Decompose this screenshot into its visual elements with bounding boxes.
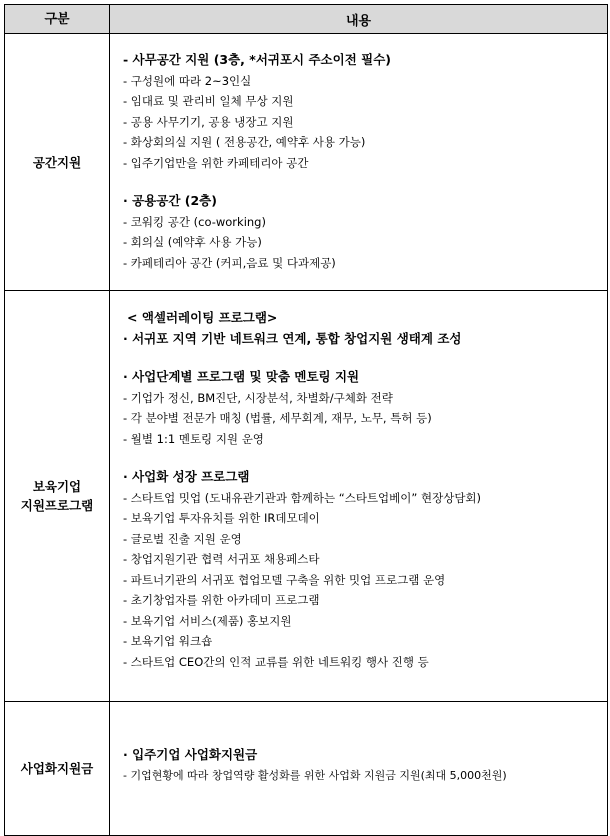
list-item: - 사무공간 지원 (3층, *서귀포시 주소이전 필수) <box>123 52 391 67</box>
table-row <box>5 34 607 290</box>
row-content <box>110 34 607 290</box>
list-item: - 스타트업 CEO간의 인적 교류를 위한 네트워킹 행사 진행 등 <box>123 654 429 669</box>
spacer <box>123 349 607 367</box>
list-item: < 액셀러레이팅 프로그램> <box>127 310 278 325</box>
list-item: - 보육기업 워크숍 <box>123 634 213 648</box>
list-item: - 입주기업만을 위한 카페테리아 공간 <box>123 155 309 170</box>
list-item: - 회의실 (예약후 사용 가능) <box>123 235 262 249</box>
list-item: - 구성원에 따라 2~3인실 <box>123 73 252 88</box>
list-item: · 사업화 성장 프로그램 <box>123 469 250 484</box>
list-item: - 초기창업자를 위한 아카데미 프로그램 <box>123 593 320 607</box>
support-table <box>4 4 608 836</box>
list-item: - 보육기업 투자유치를 위한 IR데모데이 <box>123 511 320 525</box>
list-item: · 서귀포 지역 기반 네트워크 연계, 통합 창업지원 생태계 조성 <box>123 330 462 346</box>
list-item: - 파트너기관의 서귀포 협업모델 구축을 위한 밋업 프로그램 운영 <box>123 572 446 587</box>
list-item: - 화상회의실 지원 ( 전용공간, 예약후 사용 가능) <box>123 135 366 149</box>
list-item: · 공용공간 (2층) <box>123 193 217 208</box>
list-item: - 공용 사무기기, 공용 냉장고 지원 <box>123 114 294 129</box>
spacer <box>123 449 607 467</box>
row-content <box>110 702 607 835</box>
table-row <box>5 290 607 701</box>
row-label: 사업화지원금 <box>5 702 110 835</box>
list-item: - 창업지원기관 협력 서귀포 채용페스타 <box>123 552 320 566</box>
list-item: · 사업단계별 프로그램 및 맞춤 멘토링 지원 <box>123 369 360 384</box>
header-content: 내용 <box>345 13 372 29</box>
list-item: - 보육기업 서비스(제품) 홍보지원 <box>123 613 292 628</box>
row-label <box>5 291 110 701</box>
list-item: - 월별 1:1 멘토링 지원 운영 <box>123 431 264 446</box>
row-content <box>110 291 607 701</box>
list-item: - 각 분야별 전문가 매칭 (법률, 세무회계, 재무, 노무, 특허 등) <box>123 411 432 425</box>
table-row <box>5 701 607 835</box>
row-label-line: 보육기업 <box>32 479 82 494</box>
list-item: - 스타트업 밋업 (도내유관기관과 함께하는 “스타트업베이” 현장상담회) <box>123 490 482 505</box>
list-item: · 입주기업 사업화지원금 <box>123 747 258 762</box>
header-category: 구분 <box>5 5 110 33</box>
row-label-line: 지원프로그램 <box>20 498 94 513</box>
list-item: - 기업가 정신, BM진단, 시장분석, 차별화/구체화 전략 <box>123 390 393 405</box>
list-item: - 기업현황에 따라 창업역량 활성화를 위한 사업화 지원금 지원(최대 5,000천원) <box>123 768 507 782</box>
table-header <box>5 5 607 34</box>
list-item: - 코워킹 공간 (co-working) <box>123 214 266 229</box>
list-item: - 카페테리아 공간 (커피,음료 및 다과제공) <box>123 255 336 270</box>
spacer <box>123 173 607 191</box>
list-item: - 임대료 및 관리비 일체 무상 지원 <box>123 94 294 108</box>
row-label: 공간지원 <box>5 34 110 290</box>
list-item: - 글로벌 진출 지원 운영 <box>123 531 242 546</box>
